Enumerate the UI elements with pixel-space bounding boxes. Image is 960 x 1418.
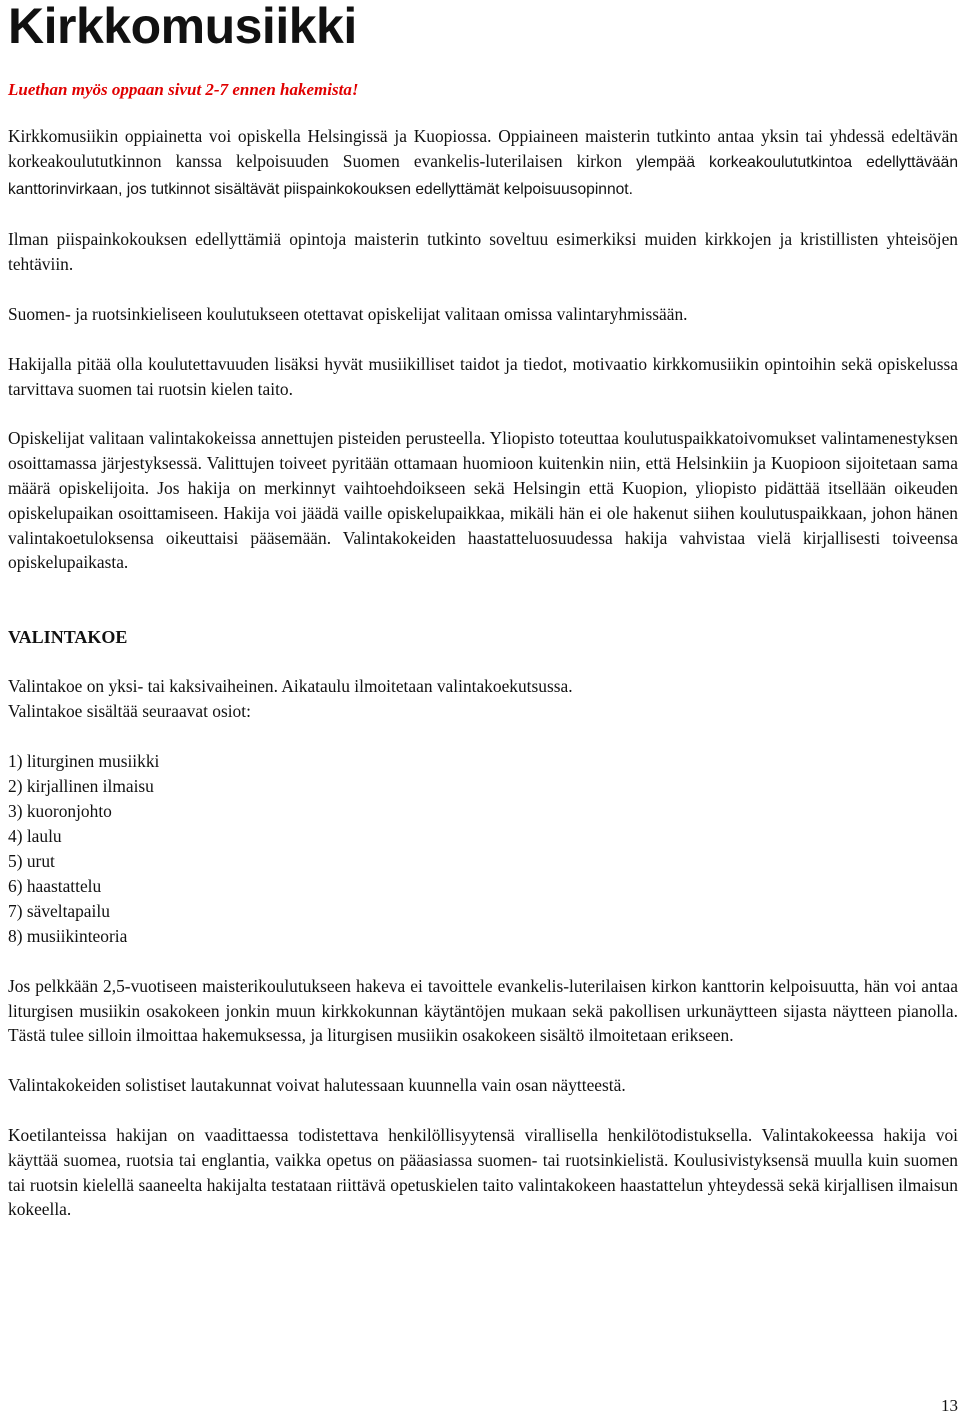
paragraph-other-churches: Ilman piispainkokouksen edellyttämiä opintoja maisterin tutkinto soveltuu esimerkiksi muiden kirkkojen ja kristillisten yhteisöjen tehtäviin. (8, 229, 958, 275)
list-item: 1) liturginen musiikki (8, 750, 160, 771)
guide-reminder-note: Luethan myös oppaan sivut 2-7 ennen hakemista! (8, 80, 359, 99)
page-number: 13 (941, 1396, 958, 1415)
document-page (8, 0, 958, 1222)
exam-intro-line: Valintakoe on yksi- tai kaksivaiheinen. Aikataulu ilmoitetaan valintakoekutsussa. (8, 676, 573, 697)
paragraph-language-groups: Suomen- ja ruotsinkieliseen koulutukseen otettavat opiskelijat valitaan omissa valintaryhmissään. (8, 303, 688, 324)
list-item: 3) kuoronjohto (8, 800, 112, 821)
intro-paragraph (8, 124, 958, 202)
paragraph-identification-language: Koetilanteissa hakijan on vaadittaessa todistettava henkilöllisyytensä virallisella henkilötodistuksella. Valintakokeessa hakija voi käyttää suomea, ruotsia tai englantia, vaikka opetus on pääasiassa suomen- tai ruotsinkielistä. Koulusivistyksensä muulla kuin suomen tai ruotsin kielellä saaneelta hakijalta testataan riittävä opetuskielen taito valintakokeen haastattelun yhteydessä sekä kirjallisen ilmaisun kokeella. (8, 1124, 958, 1220)
list-item: 4) laulu (8, 825, 62, 846)
paragraph-alternative-liturgy: Jos pelkkään 2,5-vuotiseen maisterikoulutukseen hakeva ei tavoittele evankelis-luterilaisen kirkon kanttorin kelpoisuutta, hän voi antaa liturgisen musiikin osakokeen jonkin muun kirkkokunnan käytäntöjen mukaan sekä pakollisen urkunäytteen sijasta näytteen pianolla. Tästä tulee silloin ilmoittaa hakemuksessa, ja liturgisen musiikin osakokeen sisältö ilmoitetaan erikseen. (8, 975, 958, 1046)
list-item: 8) musiikinteoria (8, 925, 128, 946)
list-item: 7) säveltapailu (8, 900, 110, 921)
exam-parts-list (8, 749, 958, 949)
exam-contents-line: Valintakoe sisältää seuraavat osiot: (8, 700, 251, 721)
intro-text-part1: Kirkkomusiikin oppiainetta voi opiskella Helsingissä ja Kuopiossa. Oppiaineen maisterin tutkinto antaa yksin tai yhdessä edeltävän korkeakoulututkinnon kanssa kelpoisuuden Suomen evankelis-luterilaisen kirkon (8, 126, 958, 171)
list-item: 6) haastattelu (8, 875, 102, 896)
paragraph-selection: Opiskelijat valitaan valintakokeissa annettujen pisteiden perusteella. Yliopisto toteuttaa koulutuspaikkatoivomukset valintamenestyksen osoittamassa järjestyksessä. Valittujen toiveet pyritään ottamaan huomioon kuitenkin niin, että Helsinkiin ja Kuopioon sijoitetaan sama määrä opiskelijoita. Jos hakija on merkinnyt vaihtoehdoikseen sekä Helsingin että Kuopion, yliopisto pidättää itsellään oikeuden opiskelupaikan osoittamiseen. Hakija voi jäädä vaille opiskelupaikkaa, mikäli hän ei ole hakenut siihen koulutuspaikkaan, johon hänen valintakoetuloksensa oikeuttaisi pääsemään. Valintakokeiden haastatteluosuudessa hakija vahvistaa vielä kirjallisesti toiveensa opiskelupaikasta. (8, 428, 958, 573)
list-item: 2) kirjallinen ilmaisu (8, 775, 154, 796)
paragraph-requirements: Hakijalla pitää olla koulutettavuuden lisäksi hyvät musiikilliset taidot ja tiedot, motivaatio kirkkomusiikin opintoihin sekä opiskelussa tarvittava suomen tai ruotsin kielen taito. (8, 353, 958, 399)
paragraph-solo-juries: Valintakokeiden solistiset lautakunnat voivat halutessaan kuunnella vain osan näytteestä. (8, 1075, 626, 1096)
section-heading-valintakoe: VALINTAKOE (8, 627, 128, 648)
list-item: 5) urut (8, 850, 55, 871)
intro-text-part2: ylempää korkeakoulututkintoa edellyttävään kanttorinvirkaan, jos tutkinnot sisältävät piispainkokouksen edellyttämät kelpoisuusopinnot. (8, 153, 958, 198)
page-title: Kirkkomusiikki (8, 0, 357, 54)
